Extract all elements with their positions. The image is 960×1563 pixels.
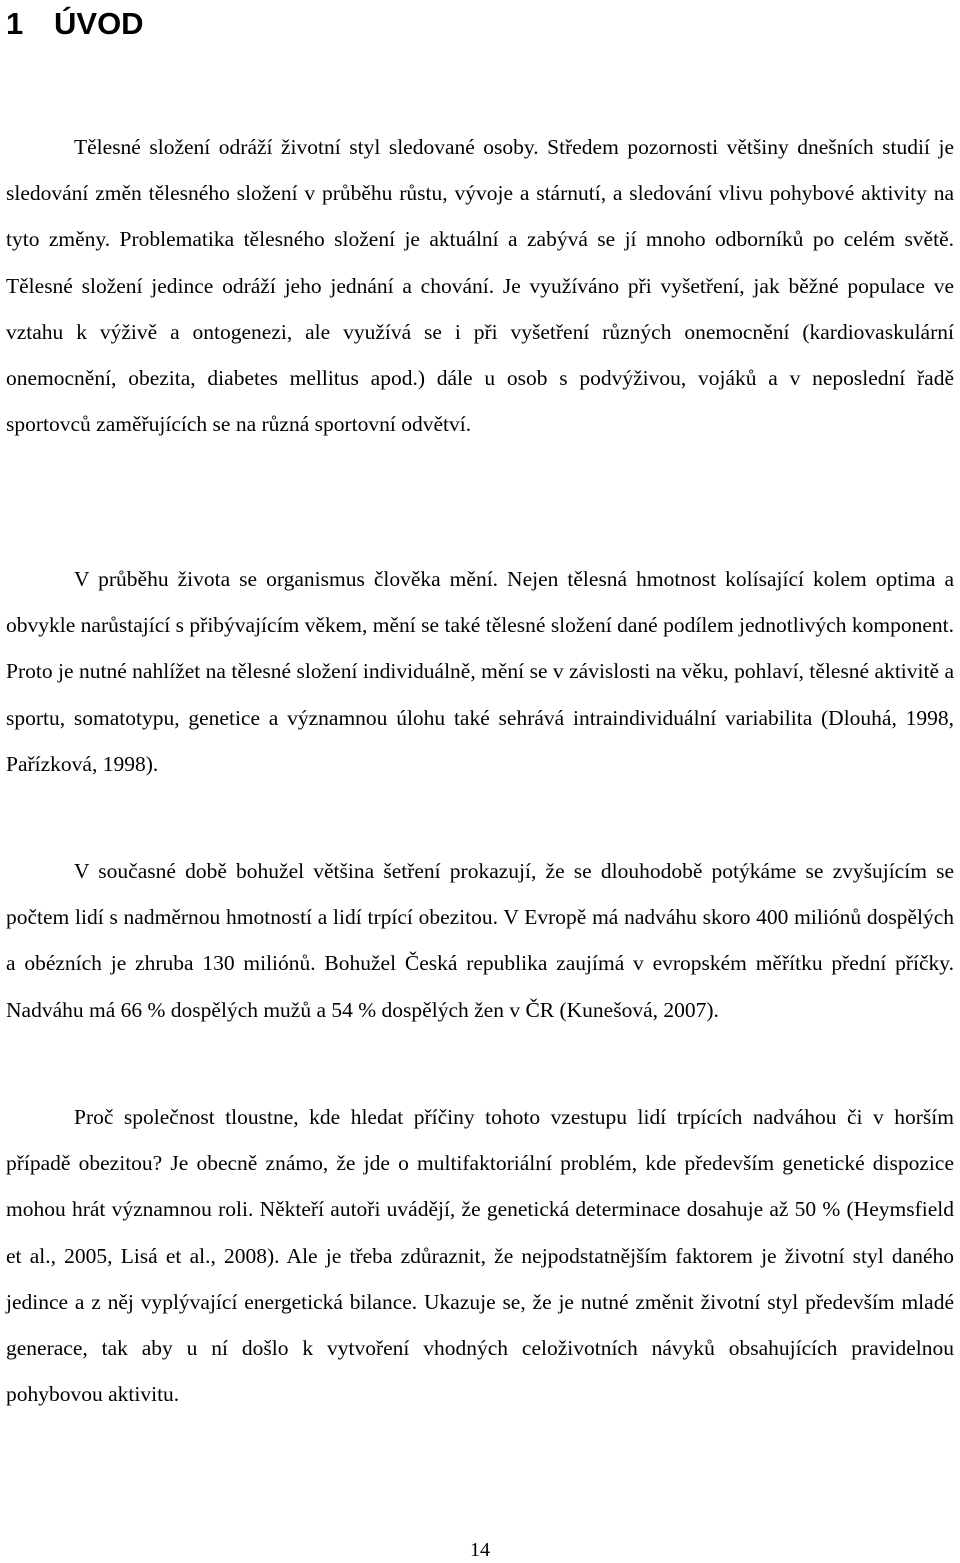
page-number: 14 <box>470 1539 490 1561</box>
chapter-title: ÚVOD <box>54 6 144 41</box>
paragraph-2: V průběhu života se organismus člověka mění. Nejen tělesná hmotnost kolísající kolem optima a obvykle narůstající s přibývajícím věkem, mění se také tělesné složení dané podílem jednotlivých komponent. Proto je nutné nahlížet na tělesné složení individuálně, mění se v závislosti na věku, pohlaví, tělesné aktivitě a sportu, somatotypu, genetice a významnou úlohu také sehrává intraindividuální variabilita (Dlouhá, 1998, Pařízková, 1998). <box>6 567 954 776</box>
paragraph-1: Tělesné složení odráží životní styl sledované osoby. Středem pozornosti většiny dnešních studií je sledování změn tělesného složení v průběhu růstu, vývoje a stárnutí, a sledování vlivu pohybové aktivity na tyto změny. Problematika tělesného složení je aktuální a zabývá se jí mnoho odborníků po celém světě. Tělesné složení jedince odráží jeho jednání a chování. Je využíváno při vyšetření, jak běžné populace ve vztahu k výživě a ontogenezi, ale využívá se i při vyšetření různých onemocnění (kardiovaskulární onemocnění, obezita, diabetes mellitus apod.) dále u osob s podvýživou, vojáků a v neposlední řadě sportovců zaměřujících se na různá sportovní odvětví. <box>6 135 954 437</box>
chapter-heading <box>6 2 144 46</box>
paragraph-3: V současné době bohužel většina šetření prokazují, že se dlouhodobě potýkáme se zvyšujícím se počtem lidí s nadměrnou hmotností a lidí trpící obezitou. V Evropě má nadváhu skoro 400 miliónů dospělých a obézních je zhruba 130 miliónů. Bohužel Česká republika zaujímá v evropském měřítku přední příčky. Nadváhu má 66 % dospělých mužů a 54 % dospělých žen v ČR (Kunešová, 2007). <box>6 859 954 1022</box>
paragraph-4: Proč společnost tloustne, kde hledat příčiny tohoto vzestupu lidí trpících nadváhou či v horším případě obezitou? Je obecně známo, že jde o multifaktoriální problém, kde především genetické dispozice mohou hrát významnou roli. Někteří autoři uvádějí, že genetická determinace dosahuje až 50 % (Heymsfield et al., 2005, Lisá et al., 2008). Ale je třeba zdůraznit, že nejpodstatnějším faktorem je životní styl daného jedince a z něj vyplývající energetická bilance. Ukazuje se, že je nutné změnit životní styl především mladé generace, tak aby u ní došlo k vytvoření vhodných celoživotních návyků obsahujících pravidelnou pohybovou aktivitu. <box>6 1105 954 1407</box>
chapter-number: 1 <box>6 6 24 41</box>
